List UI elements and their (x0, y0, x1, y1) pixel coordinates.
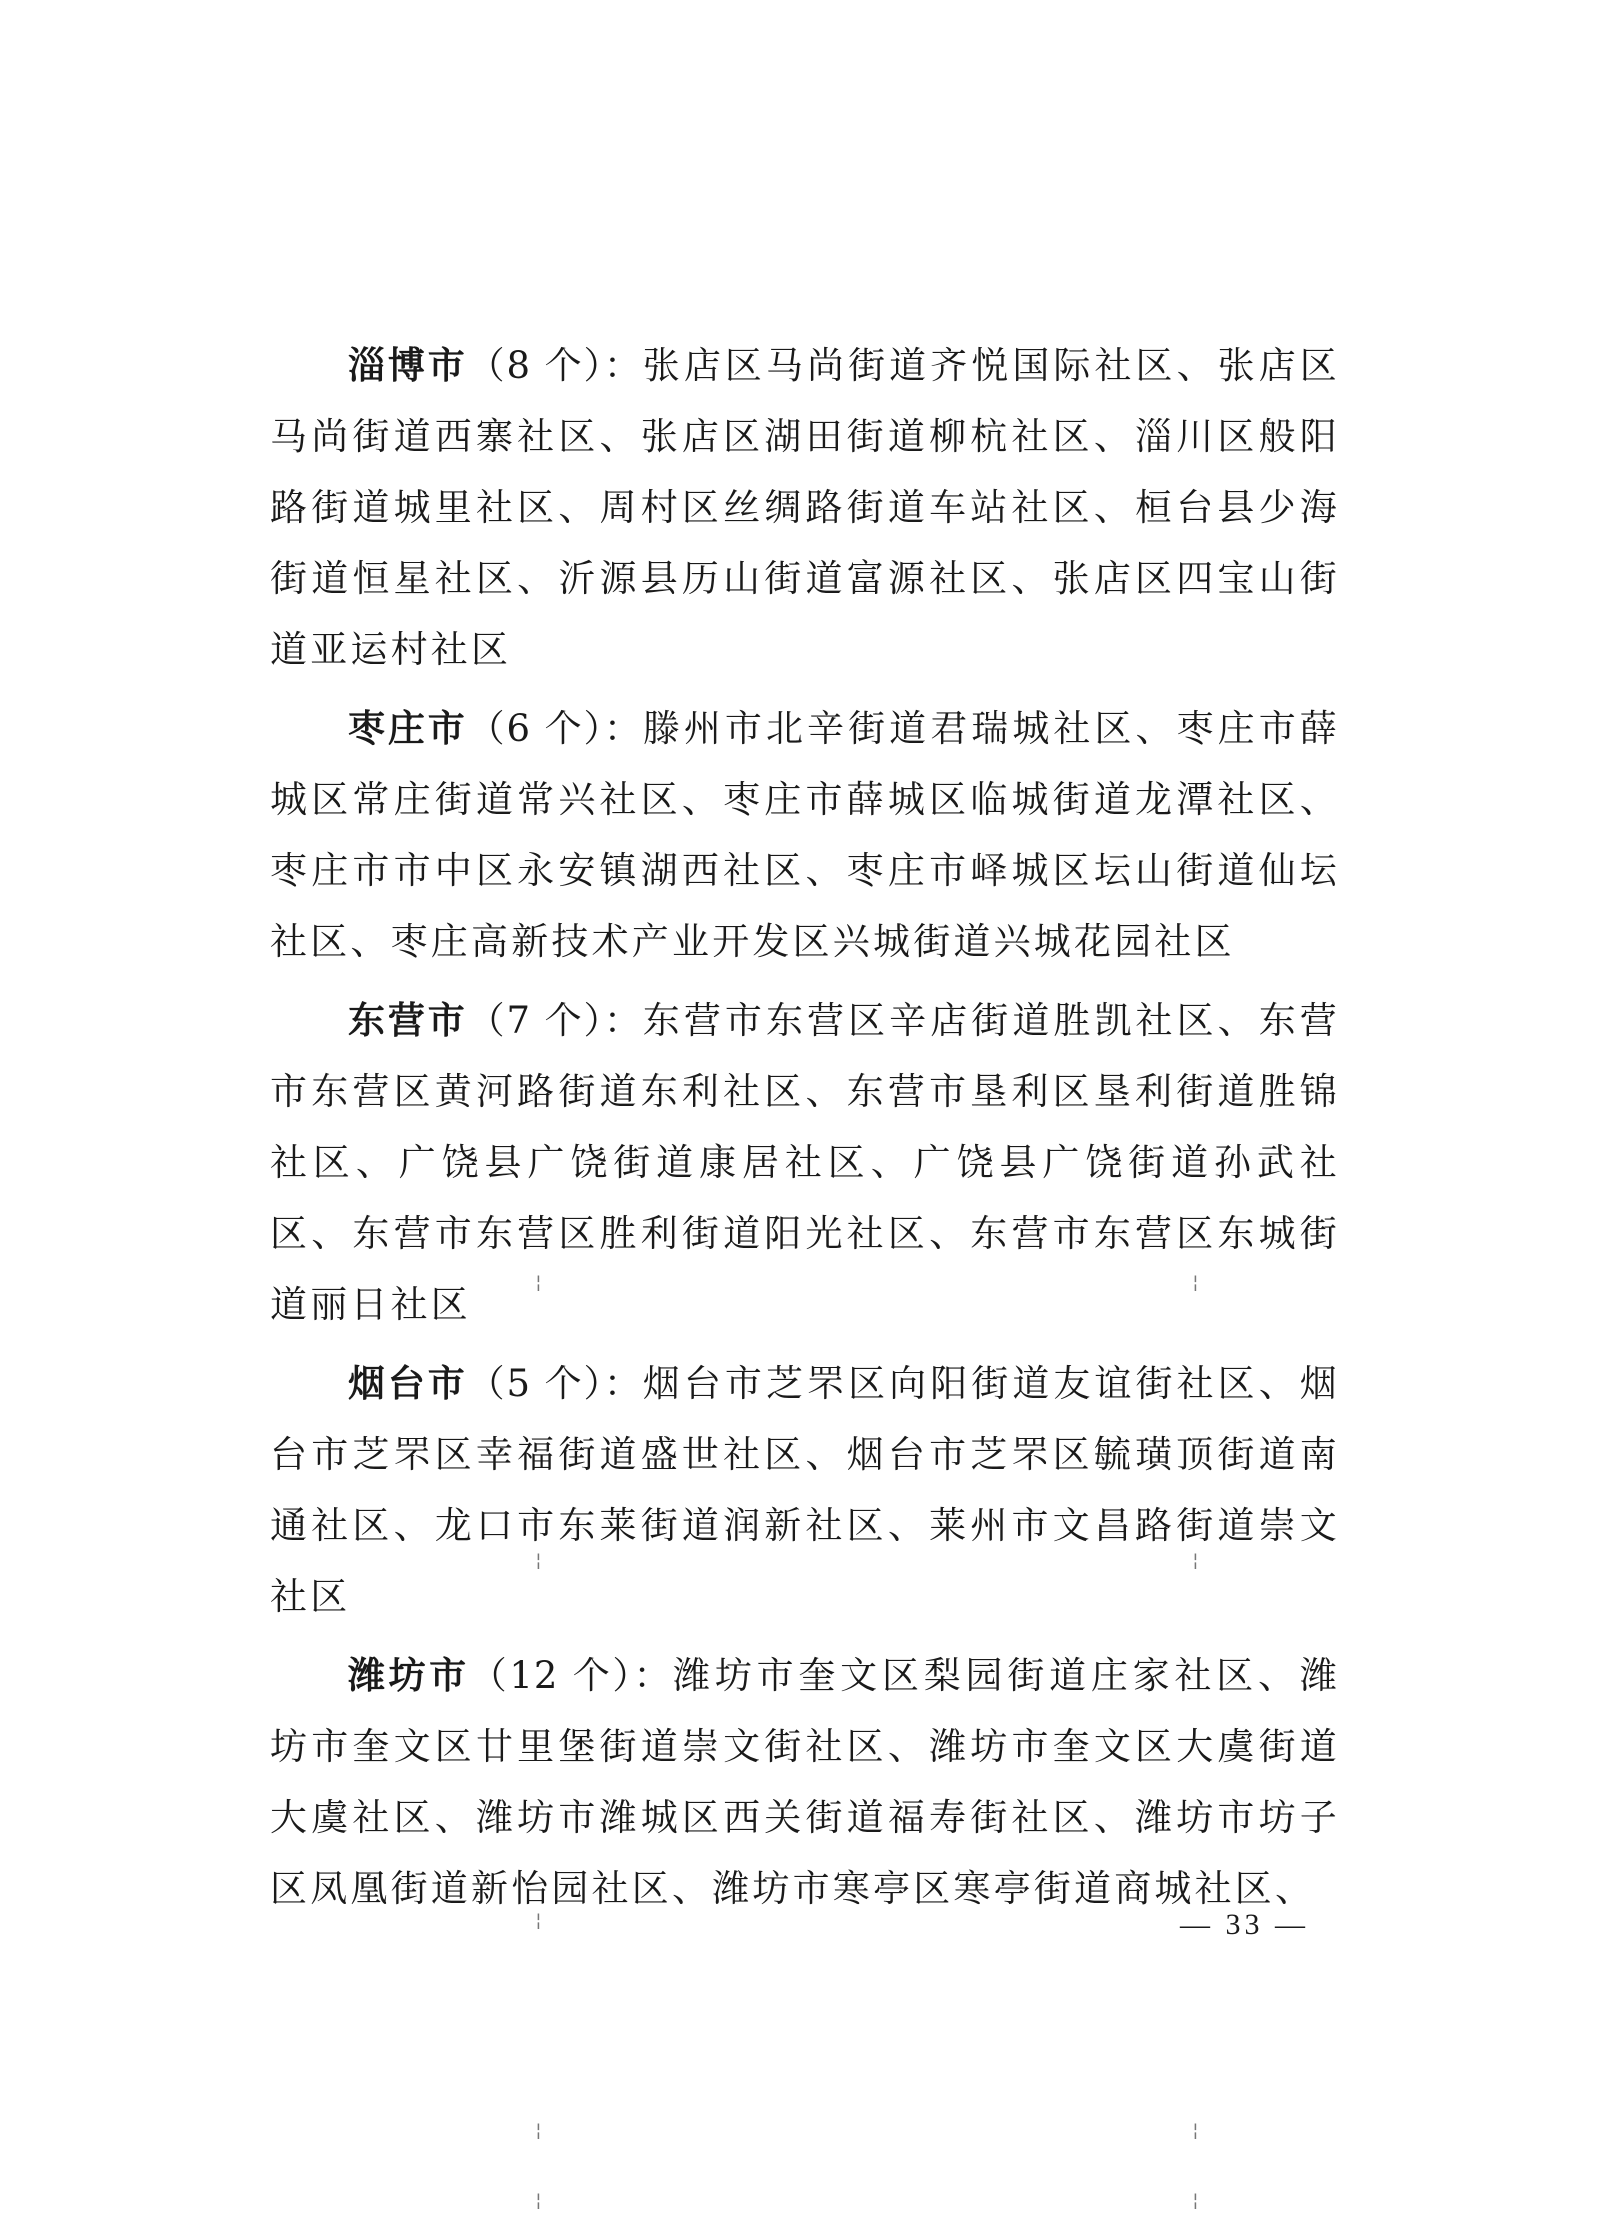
scan-speck: ¦ (533, 1910, 544, 1931)
scan-speck: ¦ (1190, 1272, 1201, 1293)
community-names: 东营市东营区辛店街道胜凯社区、东营市东营区黄河路街道东利社区、东营市垦利区垦利街道胜锦社区、广饶县广饶街道康居社区、广饶县广饶街道孙武社区、东营市东营区胜利街道阳光社区、东营市东营区东城街道丽日社区 (270, 999, 1341, 1326)
scan-speck: ¦ (1190, 1550, 1201, 1571)
community-names: 潍坊市奎文区梨园街道庄家社区、潍坊市奎文区廿里堡街道崇文街社区、潍坊市奎文区大虞街道大虞社区、潍坊市潍城区西关街道福寿街社区、潍坊市坊子区凤凰街道新怡园社区、潍坊市寒亭区寒亭街道商城社区、 (270, 1654, 1341, 1910)
city-name: 枣庄市 (348, 707, 468, 750)
paragraph-zaozhuang (270, 693, 1340, 977)
community-names: 滕州市北辛街道君瑞城社区、枣庄市薛城区常庄街道常兴社区、枣庄市薛城区临城街道龙潭社区、枣庄市市中区永安镇湖西社区、枣庄市峄城区坛山街道仙坛社区、枣庄高新技术产业开发区兴城街道兴城花园社区 (270, 707, 1341, 963)
paragraph-weifang (270, 1640, 1340, 1924)
community-count: （8 个）： (467, 344, 643, 387)
scan-speck: ¦ (533, 2120, 544, 2141)
paragraph-dongying (270, 985, 1340, 1340)
scan-speck: ¦ (1190, 2190, 1201, 2211)
community-list (270, 330, 1340, 1932)
paragraph-zibo (270, 330, 1340, 685)
scan-speck: ¦ (1190, 2120, 1201, 2141)
city-name: 东营市 (348, 999, 468, 1042)
community-count: （12 个）： (469, 1654, 674, 1697)
scan-speck: ¦ (533, 2190, 544, 2211)
community-count: （7 个）： (467, 999, 643, 1042)
community-names: 张店区马尚街道齐悦国际社区、张店区马尚街道西寨社区、张店区湖田街道柳杭社区、淄川区般阳路街道城里社区、周村区丝绸路街道车站社区、桓台县少海街道恒星社区、沂源县历山街道富源社区、张店区四宝山街道亚运村社区 (270, 344, 1341, 671)
page-number: — 33 — (1180, 1908, 1309, 1941)
community-count: （5 个）： (467, 1362, 643, 1405)
community-names: 烟台市芝罘区向阳街道友谊街社区、烟台市芝罘区幸福街道盛世社区、烟台市芝罘区毓璜顶街道南通社区、龙口市东莱街道润新社区、莱州市文昌路街道崇文社区 (270, 1362, 1341, 1618)
city-name: 淄博市 (348, 344, 468, 387)
city-name: 烟台市 (348, 1362, 468, 1405)
city-name: 潍坊市 (348, 1654, 470, 1697)
community-count: （6 个）： (467, 707, 643, 750)
scan-speck: ¦ (533, 1272, 544, 1293)
paragraph-yantai (270, 1348, 1340, 1632)
scan-speck: ¦ (533, 1550, 544, 1571)
